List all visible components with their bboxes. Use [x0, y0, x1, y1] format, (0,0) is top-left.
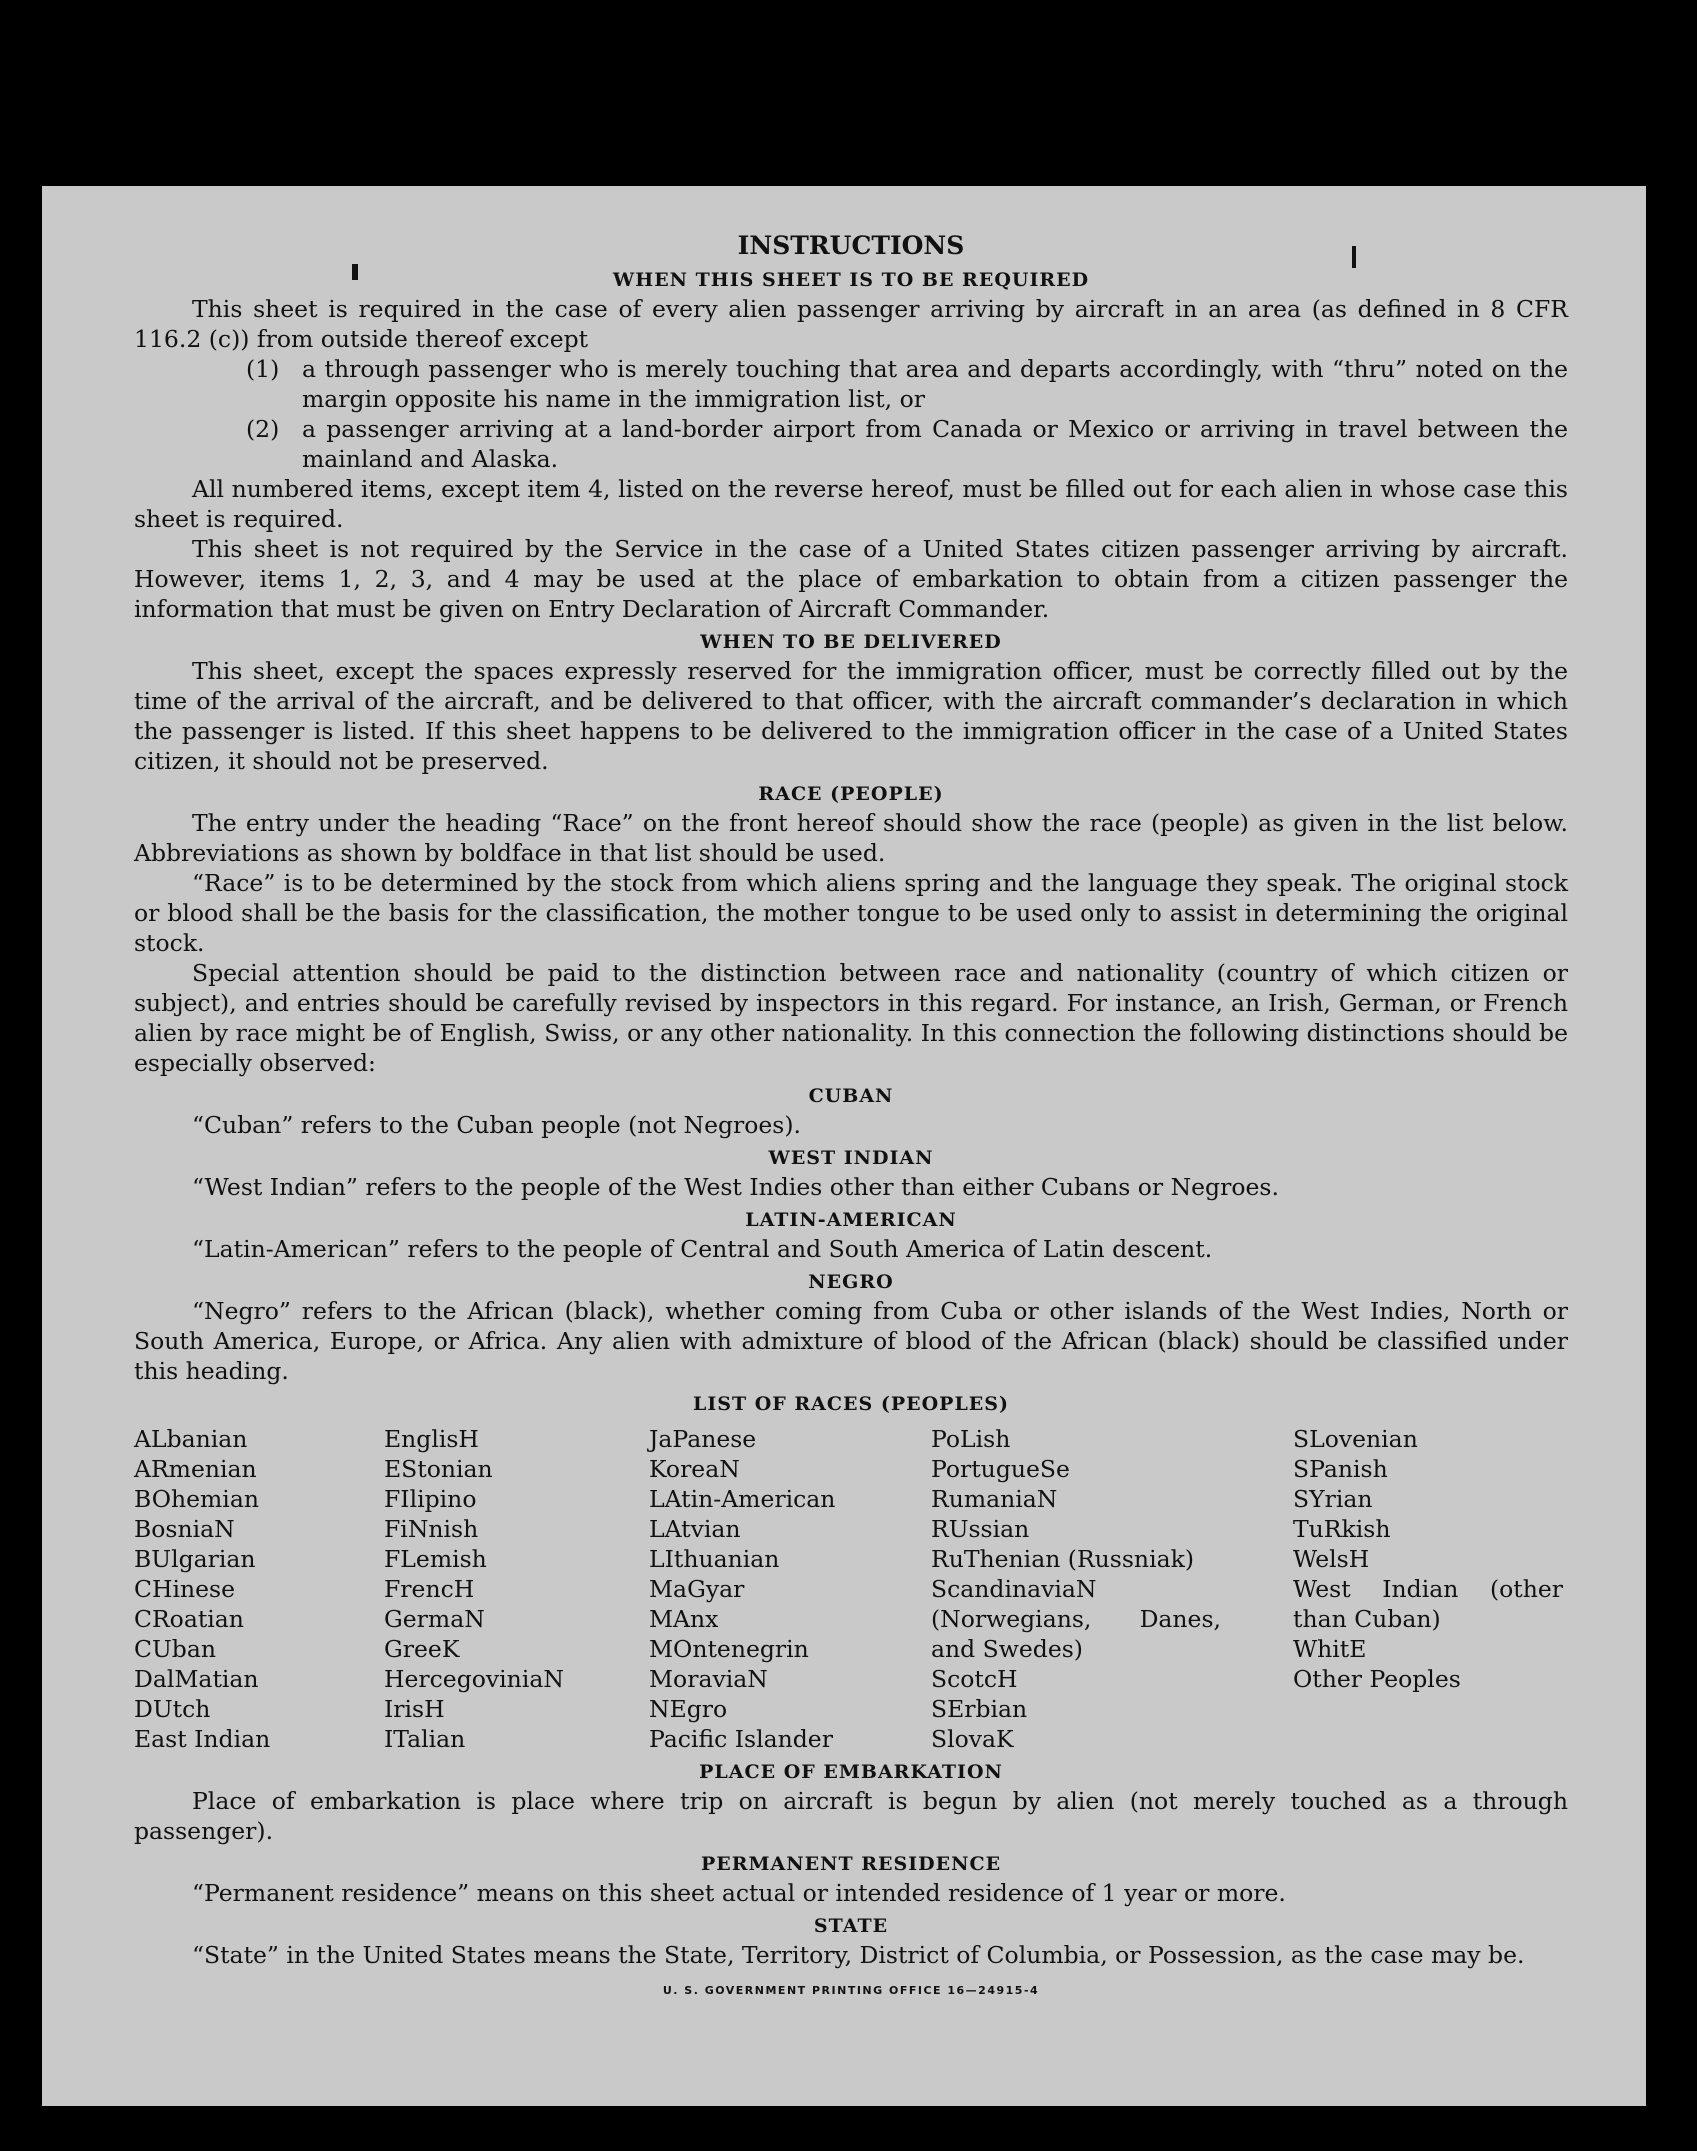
section-heading-required: WHEN THIS SHEET IS TO BE REQUIRED	[612, 269, 1090, 291]
paragraph: “Latin-American” refers to the people of Central and South America of Latin descent.	[192, 1235, 1213, 1263]
race-entry: RUssian	[931, 1515, 1030, 1543]
item-text: a passenger arriving at a land-border airport from Canada or Mexico or arriving in travel between the mainland and Alaska.	[302, 415, 1568, 473]
item-number: (1)	[246, 355, 280, 383]
paragraph: Place of embarkation is place where trip on aircraft is begun by alien (not merely touched as a through passenger).	[134, 1787, 1568, 1845]
race-entry: MaGyar	[649, 1575, 745, 1603]
race-entry: BUlgarian	[134, 1545, 256, 1573]
race-entry: Other Peoples	[1293, 1665, 1461, 1693]
races-column	[1293, 1424, 1563, 1754]
race-entry: ARmenian	[134, 1455, 257, 1483]
race-entry: GermaN	[384, 1605, 485, 1633]
paragraph: “Permanent residence” means on this sheet actual or intended residence of 1 year or more.	[192, 1879, 1286, 1907]
races-column	[931, 1424, 1221, 1754]
section-heading-negro: NEGRO	[808, 1271, 894, 1293]
section-heading-race: RACE (PEOPLE)	[758, 783, 944, 805]
race-entry: GreeK	[384, 1635, 460, 1663]
section-heading-state: STATE	[813, 1915, 889, 1937]
section-heading-delivered: WHEN TO BE DELIVERED	[700, 631, 1002, 653]
race-entry: FiNnish	[384, 1515, 479, 1543]
race-entry: JaPanese	[649, 1425, 757, 1453]
paragraph: This sheet is not required by the Service in the case of a United States citizen passenger arriving by aircraft. However, items 1, 2, 3, and 4 may be used at the place of embarkation to obtain from a citizen passenger the information that must be given on Entry Declaration of Aircraft Commander.	[134, 535, 1568, 623]
section-heading-races-list: LIST OF RACES (PEOPLES)	[693, 1393, 1009, 1415]
numbered-item	[246, 354, 1568, 414]
race-entry: SErbian	[931, 1695, 1028, 1723]
race-entry: CHinese	[134, 1575, 235, 1603]
section-heading-embarkation: PLACE OF EMBARKATION	[699, 1761, 1003, 1783]
race-entry: CUban	[134, 1635, 216, 1663]
race-entry: EStonian	[384, 1455, 493, 1483]
race-entry: EnglisH	[384, 1425, 479, 1453]
paragraph: “West Indian” refers to the people of the West Indies other than either Cubans or Negroes.	[192, 1173, 1279, 1201]
item-text: a through passenger who is merely touching that area and departs accordingly, with “thru” noted on the margin opposite his name in the immigration list, or	[302, 355, 1568, 413]
race-entry: SYrian	[1293, 1485, 1373, 1513]
race-entry: DalMatian	[134, 1665, 259, 1693]
paragraph: This sheet is required in the case of every alien passenger arriving by aircraft in an area (as defined in 8 CFR 116.2 (c)) from outside thereof except	[134, 295, 1568, 353]
paragraph: “Race” is to be determined by the stock from which aliens spring and the language they speak. The original stock or blood shall be the basis for the classification, the mother tongue to be used only to assist in determining the original stock.	[134, 869, 1568, 957]
numbered-item	[246, 414, 1568, 474]
race-entry: Pacific Islander	[649, 1725, 833, 1753]
races-column	[384, 1424, 649, 1754]
races-column	[649, 1424, 931, 1754]
race-entry: NEgro	[649, 1695, 728, 1723]
race-entry: SLovenian	[1293, 1425, 1418, 1453]
race-entry: TuRkish	[1293, 1515, 1391, 1543]
race-entry: ALbanian	[134, 1425, 248, 1453]
race-entry: LAtin-American	[649, 1485, 836, 1513]
paragraph: “State” in the United States means the State, Territory, District of Columbia, or Possession, as the case may be.	[192, 1941, 1525, 1969]
race-entry: FrencH	[384, 1575, 475, 1603]
race-entry: IrisH	[384, 1695, 445, 1723]
printing-office-footer: U. S. GOVERNMENT PRINTING OFFICE 16—24915-4	[662, 1984, 1040, 1997]
paragraph: All numbered items, except item 4, listed on the reverse hereof, must be filled out for each alien in whose case this sheet is required.	[134, 475, 1568, 533]
race-entry: LIthuanian	[649, 1545, 780, 1573]
race-entry: ScotcH	[931, 1665, 1018, 1693]
race-entry: BOhemian	[134, 1485, 259, 1513]
race-entry: West Indian (other than Cuban)	[1293, 1575, 1563, 1633]
race-entry: FLemish	[384, 1545, 487, 1573]
races-list	[134, 1424, 1568, 1754]
race-entry: BosniaN	[134, 1515, 235, 1543]
paragraph: “Cuban” refers to the Cuban people (not Negroes).	[192, 1111, 802, 1139]
ink-mark	[352, 264, 358, 280]
race-entry: DUtch	[134, 1695, 211, 1723]
race-entry: SlovaK	[931, 1725, 1014, 1753]
race-entry: CRoatian	[134, 1605, 244, 1633]
ink-mark	[1352, 246, 1356, 268]
paragraph: “Negro” refers to the African (black), whether coming from Cuba or other islands of the West Indies, North or South America, Europe, or Africa. Any alien with admixture of blood of the African (black) should be classified under this heading.	[134, 1297, 1568, 1385]
race-entry: SPanish	[1293, 1455, 1388, 1483]
paragraph: This sheet, except the spaces expressly reserved for the immigration officer, must be correctly filled out by the time of the arrival of the aircraft, and be delivered to that officer, with the aircraft commander’s declaration in which the passenger is listed. If this sheet happens to be delivered to the immigration officer in the case of a United States citizen, it should not be preserved.	[134, 657, 1568, 775]
section-heading-west-indian: WEST INDIAN	[768, 1147, 934, 1169]
race-entry: MoraviaN	[649, 1665, 768, 1693]
race-entry: RumaniaN	[931, 1485, 1058, 1513]
race-entry: WhitE	[1293, 1635, 1367, 1663]
paragraph: The entry under the heading “Race” on the front hereof should show the race (people) as given in the list below. Abbreviations as shown by boldface in that list should be used.	[134, 809, 1568, 867]
race-entry: ITalian	[384, 1725, 466, 1753]
race-entry: East Indian	[134, 1725, 271, 1753]
race-entry: PoLish	[931, 1425, 1011, 1453]
item-number: (2)	[246, 415, 280, 443]
page-title: INSTRUCTIONS	[737, 231, 965, 260]
race-entry: HercegoviniaN	[384, 1665, 564, 1693]
race-entry: WelsH	[1293, 1545, 1370, 1573]
race-entry: LAtvian	[649, 1515, 741, 1543]
races-column	[134, 1424, 384, 1754]
section-heading-residence: PERMANENT RESIDENCE	[700, 1853, 1002, 1875]
race-entry: MAnx	[649, 1605, 719, 1633]
race-entry: RuThenian (Russniak)	[931, 1545, 1194, 1573]
race-entry: KoreaN	[649, 1455, 740, 1483]
paragraph: Special attention should be paid to the distinction between race and nationality (country of which citizen or subject), and entries should be carefully revised by inspectors in this regard. For instance, an Irish, German, or French alien by race might be of English, Swiss, or any other nationality. In this connection the following distinctions should be especially observed:	[134, 959, 1568, 1077]
instruction-sheet	[42, 186, 1646, 2106]
section-heading-cuban: CUBAN	[808, 1085, 894, 1107]
race-entry: ScandinaviaN (Norwegians, Danes, and Swedes)	[931, 1575, 1221, 1663]
race-entry: FIlipino	[384, 1485, 477, 1513]
race-entry: PortugueSe	[931, 1455, 1070, 1483]
race-entry: MOntenegrin	[649, 1635, 809, 1663]
section-heading-latin-american: LATIN-AMERICAN	[745, 1209, 957, 1231]
